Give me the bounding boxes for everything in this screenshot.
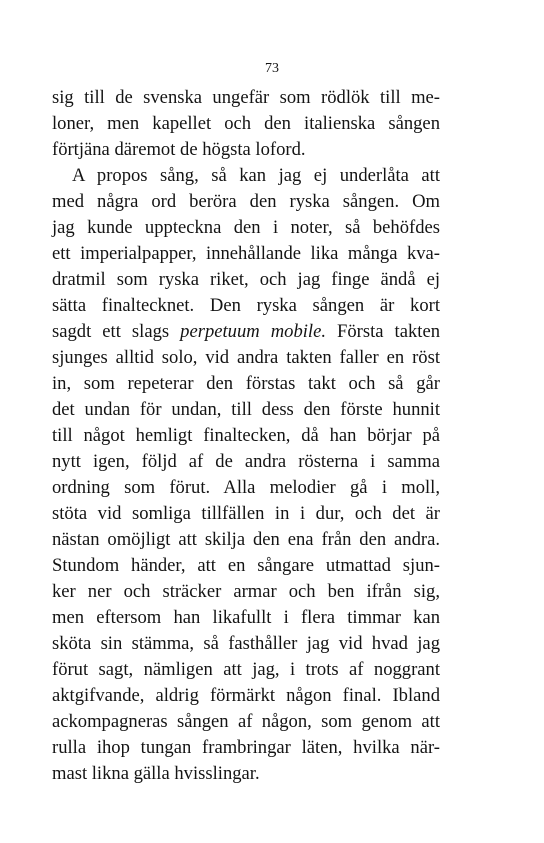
page-number: 73 [265, 61, 279, 76]
text-line: ackompagneras sången af någon, som genom att [52, 711, 440, 732]
text-line: men eftersom han likafullt i flera timmar kan [52, 607, 440, 628]
text-line: med några ord beröra den ryska sången. Om [52, 191, 440, 212]
text-line: in, som repeterar den förstas takt och så går [52, 373, 440, 394]
body-text [52, 85, 440, 787]
text-line: sagdt ett slags perpetuum mobile. Första takten [52, 321, 440, 342]
text-line: till något hemligt finaltecken, då han börjar på [52, 425, 440, 446]
text-line: sig till de svenska ungefär som rödlök till me- [52, 87, 440, 108]
text-line: nästan omöjligt att skilja den ena från den andra. [52, 529, 440, 550]
text-line: ker ner och sträcker armar och ben ifrån sig, [52, 581, 440, 602]
text-line: stöta vid somliga tillfällen in i dur, och det är [52, 503, 440, 524]
text-line: mast likna gälla hvisslingar. [52, 763, 260, 784]
text-line: aktgifvande, aldrig förmärkt någon final. Ibland [52, 685, 440, 706]
text-line: Stundom händer, att en sångare utmattad sjun- [52, 555, 440, 576]
text-line: jag kunde uppteckna den i noter, så behöfdes [52, 217, 440, 238]
italic-phrase: perpetuum mobile. [180, 321, 326, 342]
text-line: ett imperialpapper, innehållande lika många kva- [52, 243, 440, 264]
text-line: ordning som förut. Alla melodier gå i moll, [52, 477, 440, 498]
text-line: förtjäna däremot de högsta loford. [52, 139, 306, 160]
text-line: sjunges alltid solo, vid andra takten faller en röst [52, 347, 440, 368]
text-line: förut sagt, nämligen att jag, i trots af noggrant [52, 659, 440, 680]
text-line: sätta finaltecknet. Den ryska sången är kort [52, 295, 440, 316]
text-line: nytt igen, följd af de andra rösterna i samma [52, 451, 440, 472]
text-line: det undan för undan, till dess den förste hunnit [52, 399, 440, 420]
text-line: rulla ihop tungan frambringar läten, hvilka när- [52, 737, 440, 758]
text-line: loner, men kapellet och den italienska sången [52, 113, 440, 134]
text-line: A propos sång, så kan jag ej underlåta att [72, 165, 440, 186]
text-line: sköta sin stämma, så fasthåller jag vid hvad jag [52, 633, 440, 654]
text-line: dratmil som ryska riket, och jag finge ändå ej [52, 269, 440, 290]
